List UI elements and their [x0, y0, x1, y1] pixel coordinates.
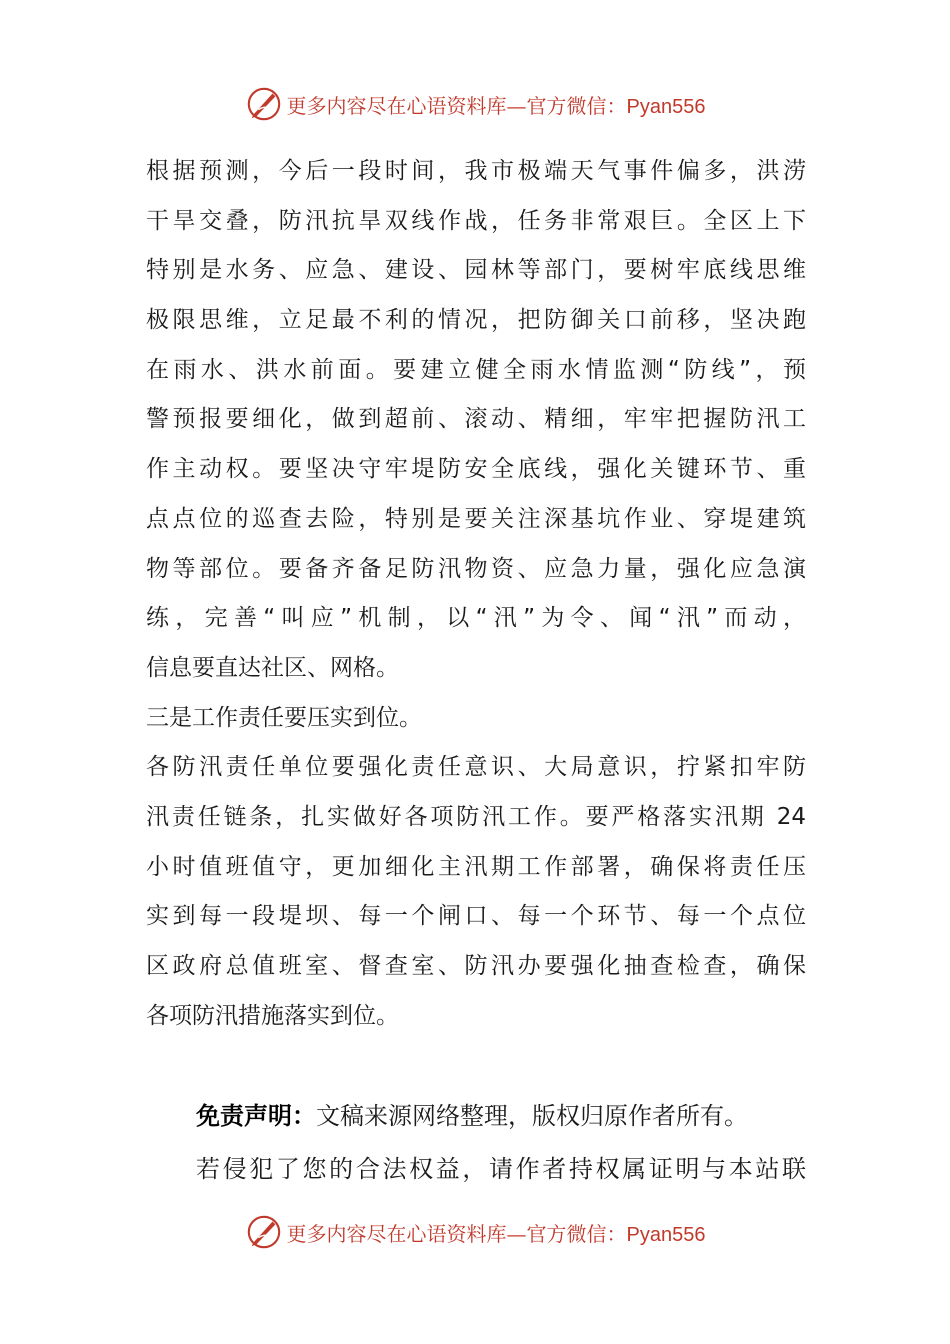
body-line: 点点位的巡查去险，特别是要关注深基坑作业、穿堤建筑: [146, 505, 806, 532]
disclaimer: [196, 1090, 806, 1196]
banner-text: 更多内容尽在心语资料库—官方微信：Pyan556: [286, 1221, 706, 1246]
disclaimer-text: 文稿来源网络整理，版权归原作者所有。: [316, 1102, 748, 1130]
body-line: 区政府总值班室、督查室、防汛办要强化抽查检查，确保: [146, 953, 806, 979]
banner-text: 更多内容尽在心语资料库—官方微信：Pyan556: [286, 93, 706, 118]
disclaimer-line-2: 若侵犯了您的合法权益，请作者持权属证明与本站联: [196, 1155, 806, 1183]
pen-circle-icon: [245, 1213, 283, 1251]
body-line: 物等部位。要备齐备足防汛物资、应急力量，强化应急演: [146, 555, 806, 582]
disclaimer-line-1: [196, 1090, 806, 1143]
body-line: 各项防汛措施落实到位。: [146, 1002, 399, 1029]
wechat-id: Pyan556: [626, 1223, 706, 1246]
body-line: 在雨水、洪水前面。要建立健全雨水情监测“防线”，预: [146, 356, 806, 383]
body-line: 信息要直达社区、网格。: [146, 654, 399, 681]
footer-banner: [0, 1212, 950, 1252]
body-line: 警预报要细化，做到超前、滚动、精细，牢牢把握防汛工: [146, 406, 806, 433]
body-line: 各防汛责任单位要强化责任意识、大局意识，拧紧扣牢防: [146, 754, 806, 781]
wechat-id: Pyan556: [626, 95, 706, 118]
disclaimer-label: 免责声明：: [196, 1102, 316, 1130]
body-line: 实到每一段堤坝、每一个闸口、每一个环节、每一个点位: [146, 903, 806, 930]
document-body: [146, 147, 806, 1041]
header-banner: [0, 84, 950, 124]
body-line: 汛责任链条，扎实做好各项防汛工作。要严格落实汛期 24: [146, 803, 806, 830]
pen-circle-icon: [245, 85, 283, 123]
body-line: 特别是水务、应急、建设、园林等部门，要树牢底线思维: [146, 257, 806, 284]
body-line: 极限思维，立足最不利的情况，把防御关口前移，坚决跑: [146, 307, 806, 334]
body-line: 干旱交叠，防汛抗旱双线作战，任务非常艰巨。全区上下: [146, 207, 806, 234]
section-heading: 三是工作责任要压实到位。: [146, 704, 422, 731]
body-line: 作主动权。要坚决守牢堤防安全底线，强化关键环节、重: [146, 456, 806, 483]
body-line: 根据预测，今后一段时间，我市极端天气事件偏多，洪涝: [146, 158, 806, 184]
body-line: 小时值班值守，更加细化主汛期工作部署，确保将责任压: [146, 853, 806, 880]
body-line: 练，完善“叫应”机制，以“汛”为令、闻“汛”而动，: [146, 605, 806, 632]
